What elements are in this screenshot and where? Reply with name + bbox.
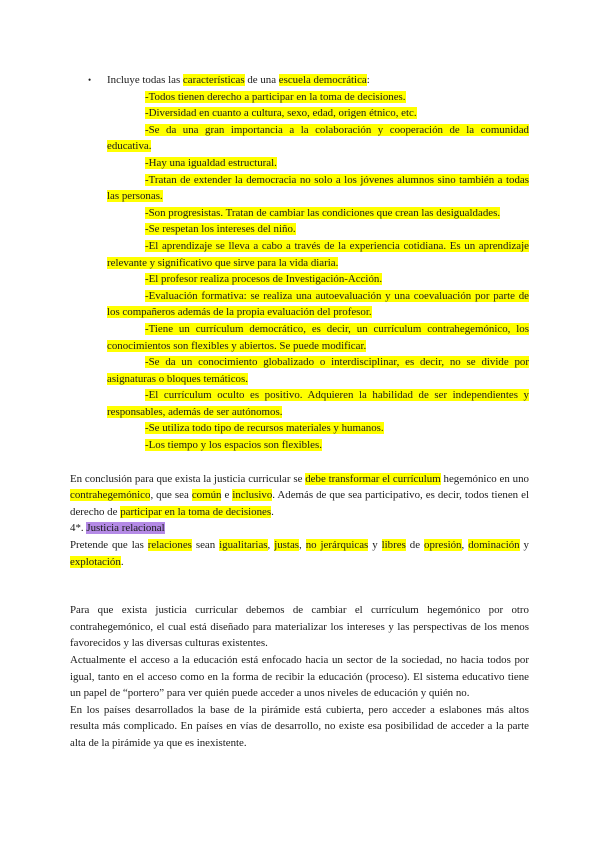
highlight-phrase: participar en la toma de decisiones [120, 505, 272, 518]
highlight-phrase: inclusivo [232, 489, 273, 502]
body-paragraph: En los países desarrollados la base de la pirámide está cubierta, pero acceder a eslabones más altos resulta más complicado. En países en vías de desarrollo, no existe esa posibilidad de acceder a la parte alta de la pirámide ya que es inexistente. [70, 703, 529, 749]
intro-bullet-line [70, 72, 529, 89]
highlight-word: dominación [468, 539, 520, 552]
list-item: -Se da un conocimiento globalizado o interdisciplinar, es decir, no se divide por asignaturas o bloques temáticos. [107, 356, 529, 385]
intro-text: Incluye todas las [107, 74, 183, 86]
section-title: Justicia relacional [86, 522, 165, 535]
highlight-word: opresión [424, 539, 462, 552]
list-item: -El currículum oculto es positivo. Adquieren la habilidad de ser independientes y responsables, además de ser autónomos. [107, 389, 529, 418]
bullet-icon: • [88, 75, 92, 85]
list-item: -El profesor realiza procesos de Investigación-Acción. [145, 273, 383, 286]
list-item: -Tiene un currículum democrático, es decir, un currículum contrahegemónico, los conocimientos son flexibles y abiertos. Se puede modificar. [107, 322, 529, 352]
highlight-word: relaciones [147, 539, 192, 552]
list-item: -Diversidad en cuanto a cultura, sexo, edad, origen étnico, etc. [145, 107, 417, 120]
spacer [70, 586, 529, 602]
list-item: -Se respetan los intereses del niño. [145, 223, 296, 236]
list-item: -Los tiempo y los espacios son flexibles. [145, 439, 322, 452]
list-item: -El aprendizaje se lleva a cabo a través de la experiencia cotidiana. Es un aprendizaje relevante y significativo que sirve para la vida diaria. [107, 239, 529, 269]
list-item: -Son progresistas. Tratan de cambiar las condiciones que crean las desigualdades. [145, 206, 501, 219]
highlight-word: justas [274, 539, 300, 552]
list-item: -Evaluación formativa: se realiza una autoevaluación y una coevaluación por parte de los compañeros además de la propia evaluación del profesor. [107, 289, 529, 319]
spacer [70, 454, 529, 471]
list-item: -Hay una igualdad estructural. [145, 156, 277, 169]
highlight-escuela-democratica: escuela democrática [278, 74, 367, 86]
list-item: -Se utiliza todo tipo de recursos materiales y humanos. [145, 422, 384, 435]
feature-list [70, 89, 529, 454]
relational-paragraph: Pretende que las relaciones sean igualitarias, justas, no jerárquicas y libres de opresión, dominación y explotación. [70, 539, 529, 568]
spacer [70, 570, 529, 586]
highlight-phrase: común [191, 489, 222, 502]
highlight-phrase: debe transformar el currículum [305, 472, 441, 485]
highlight-word: libres [381, 539, 406, 552]
intro-text: : [366, 74, 370, 86]
highlight-word: explotación [70, 555, 121, 568]
highlight-caracteristicas: características [182, 74, 245, 86]
body-paragraph: Para que exista justicia curricular debemos de cambiar el currículum hegemónico por otro contrahegemónico, el cual está diseñado para materializar los intereses y las perspectivas de los menos favorecidos y las diversas culturas existentes. [70, 604, 529, 650]
highlight-word: no jerárquicas [305, 539, 369, 552]
body-paragraph: Actualmente el acceso a la educación está enfocado hacia un sector de la sociedad, no hacia todos por igual, tanto en el acceso como en la forma de recibir la educación (proceso). El sistema educativo tiene un papel de “portero” para ver quién puede acceder a unos niveles de educación y quién no. [70, 654, 529, 700]
section-heading [70, 520, 529, 537]
list-item: -Se da una gran importancia a la colaboración y cooperación de la comunidad educativa. [107, 123, 529, 153]
highlight-phrase: contrahegemónico [70, 489, 151, 502]
list-item: -Todos tienen derecho a participar en la toma de decisiones. [145, 90, 406, 103]
conclusion-paragraph: En conclusión para que exista la justicia curricular se debe transformar el currículum hegemónico en uno contrahegemónico, que sea común e inclusivo. Además de que sea participativo, es decir, todos tienen el derecho de participar en la toma de decisiones. [70, 472, 529, 518]
section-number: 4*. [70, 522, 87, 535]
intro-text: de una [244, 74, 279, 86]
list-item: -Tratan de extender la democracia no solo a los jóvenes alumnos sino también a todas las personas. [107, 173, 529, 203]
highlight-word: igualitarias [219, 539, 268, 552]
